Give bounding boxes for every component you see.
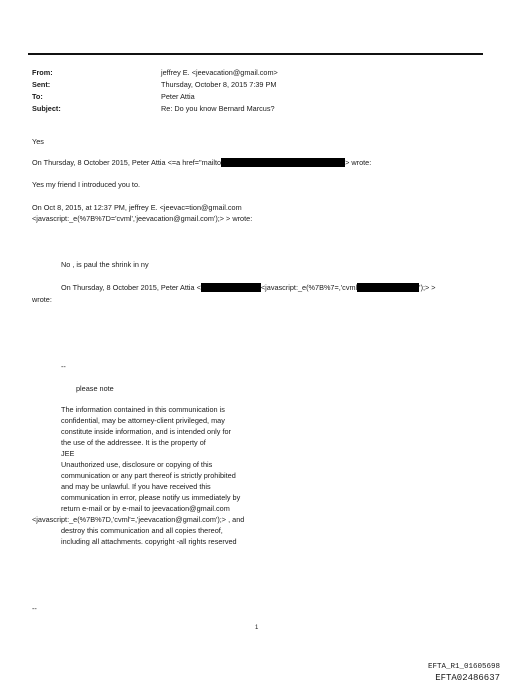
bates-number-2: EFTA02486637 bbox=[435, 673, 500, 683]
separator-dashes: -- bbox=[32, 604, 37, 613]
sent-label: Sent: bbox=[32, 80, 51, 89]
please-note: please note bbox=[76, 384, 114, 393]
quote3-mid: <javascript:_e(%7B%7=,'cvml bbox=[260, 283, 358, 292]
disclaimer-line: confidential, may be attorney-client privileged, may bbox=[61, 416, 225, 425]
quote3-wrote: wrote: bbox=[32, 295, 52, 304]
redaction-box bbox=[201, 283, 261, 292]
quote3-prefix: On Thursday, 8 October 2015, Peter Attia < bbox=[61, 283, 201, 292]
subject-value: Re: Do you know Bernard Marcus? bbox=[161, 104, 275, 113]
page-number: 1 bbox=[255, 625, 259, 631]
disclaimer-line: return e-mail or by e-mail to jeevacation@gmail.com bbox=[61, 504, 230, 513]
disclaimer-line: constitute inside information, and is intended only for bbox=[61, 427, 231, 436]
body-friend-line: Yes my friend I introduced you to. bbox=[32, 180, 141, 189]
quote1-suffix: > wrote: bbox=[345, 158, 372, 167]
disclaimer-line: and may be unlawful. If you have received this bbox=[61, 482, 211, 491]
subject-label: Subject: bbox=[32, 104, 61, 113]
disclaimer-line: JEE bbox=[61, 449, 75, 458]
quote1-prefix: On Thursday, 8 October 2015, Peter Attia <=a href="mailto bbox=[32, 158, 222, 167]
disclaimer-line: communication in error, please notify us immediately by bbox=[61, 493, 241, 502]
disclaimer-line: destroy this communication and all copies thereof, bbox=[61, 526, 223, 535]
quote2-line1: On Oct 8, 2015, at 12:37 PM, jeffrey E. <jeevac=tion@gmail.com bbox=[32, 203, 242, 212]
quote3-suffix: ');> > bbox=[419, 283, 436, 292]
quote-line-1 bbox=[32, 158, 371, 167]
disclaimer-line: the use of the addressee. It is the property of bbox=[61, 438, 206, 447]
from-label: From: bbox=[32, 68, 53, 77]
from-value: jeffrey E. <jeevacation@gmail.com> bbox=[161, 68, 278, 77]
separator-dashes: -- bbox=[61, 362, 66, 371]
sent-value: Thursday, October 8, 2015 7:39 PM bbox=[161, 80, 277, 89]
body-yes: Yes bbox=[32, 137, 44, 146]
disclaimer-js-line: <javascript:_e(%7B%7D,'cvml'=,'jeevacation@gmail.com');> , and bbox=[32, 515, 245, 524]
bates-number-1: EFTA_R1_01605698 bbox=[427, 663, 500, 671]
to-label: To: bbox=[32, 92, 43, 101]
to-value: Peter Attia bbox=[161, 92, 195, 101]
quote2-line2: <javascript:_e(%7B%7D='cvml','jeevacation@gmail.com');> > wrote: bbox=[32, 214, 253, 223]
redaction-box bbox=[221, 158, 345, 167]
disclaimer-line: Unauthorized use, disclosure or copying of this bbox=[61, 460, 213, 469]
disclaimer-line: The information contained in this communication is bbox=[61, 405, 225, 414]
disclaimer-line: including all attachments. copyright -all rights reserved bbox=[61, 537, 237, 546]
disclaimer-line: communication or any part thereof is strictly prohibited bbox=[61, 471, 236, 480]
header-rule bbox=[28, 53, 483, 55]
body-paul-line: No , is paul the shrink in ny bbox=[61, 260, 149, 269]
quote-line-3 bbox=[61, 283, 436, 292]
redaction-box bbox=[357, 283, 419, 292]
